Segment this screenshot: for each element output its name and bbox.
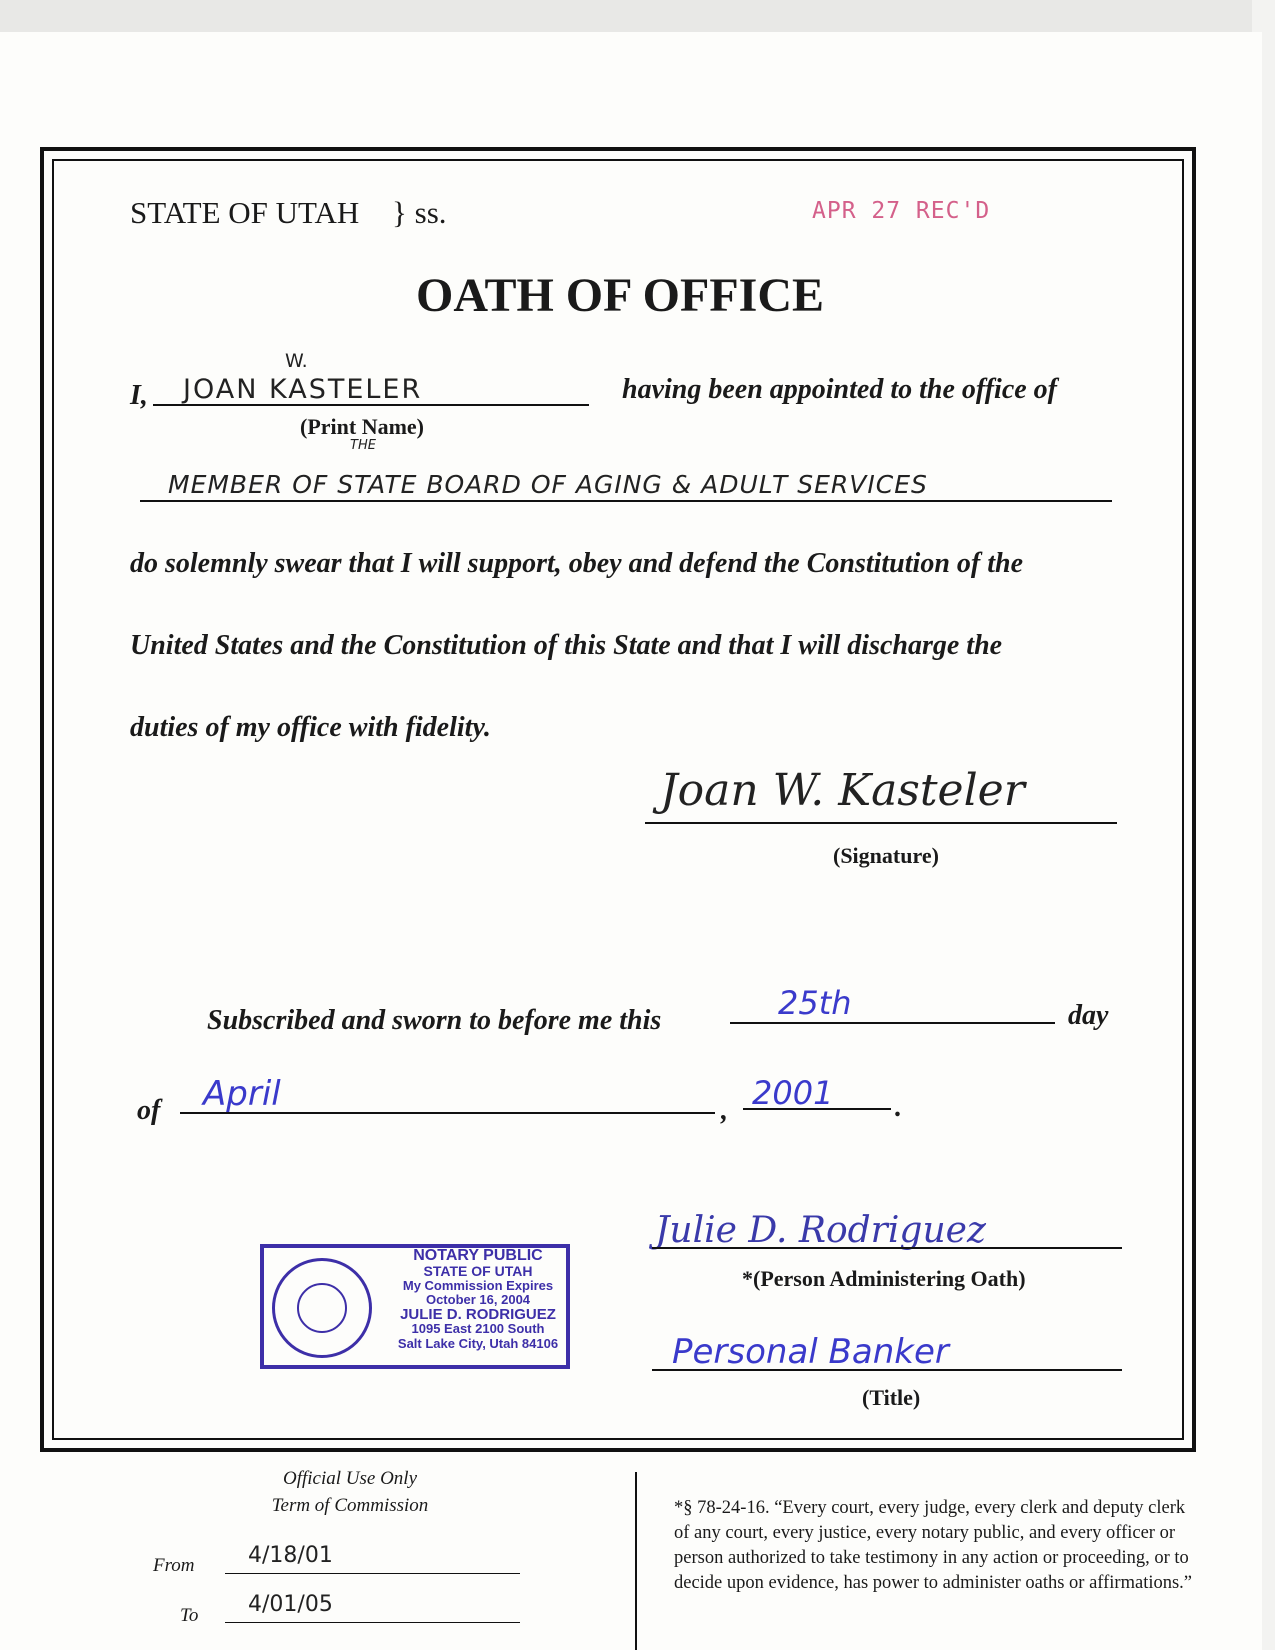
administrator-signature: Julie D. Rodriguez (655, 1210, 986, 1251)
day-label: day (1068, 1000, 1109, 1031)
document-title: OATH OF OFFICE (416, 269, 824, 322)
notary-line-3: My Commission Expires (402, 1277, 554, 1293)
to-value: 4/01/05 (248, 1592, 333, 1617)
handwritten-day: 25th (778, 984, 852, 1022)
handwritten-name: JOAN KASTELER (183, 374, 423, 405)
from-value: 4/18/01 (248, 1543, 333, 1568)
handwritten-signature: Joan W. Kasteler (660, 765, 1025, 816)
title-line (652, 1369, 1122, 1371)
oath-line-1: do solemnly swear that I will support, obey and defend the Constitution of the (130, 548, 1023, 579)
handwritten-month: April (203, 1074, 281, 1114)
oath-line-2: United States and the Constitution of this State and that I will discharge the (130, 630, 1003, 661)
office-line (140, 500, 1112, 502)
notary-line-7: Salt Lake City, Utah 84106 (397, 1335, 559, 1351)
signature-line (645, 822, 1117, 824)
from-label: From (153, 1555, 195, 1576)
notary-line-2: STATE OF UTAH (423, 1263, 533, 1279)
notary-line-5: JULIE D. RODRIGUEZ (400, 1305, 556, 1323)
received-stamp: APR 27 REC'D (812, 198, 991, 224)
month-comma: , (721, 1095, 728, 1126)
signature-caption: (Signature) (833, 843, 939, 868)
sworn-text: Subscribed and sworn to before me this (207, 1005, 662, 1036)
official-use-heading: Official Use Only (282, 1468, 418, 1489)
notary-line-1: NOTARY PUBLIC (413, 1247, 543, 1264)
handwritten-middle-initial: W. (285, 350, 308, 372)
name-prefix: I, (130, 380, 148, 411)
day-line (730, 1022, 1055, 1024)
of-label: of (137, 1095, 161, 1126)
notary-line-4: October 16, 2004 (425, 1292, 531, 1307)
handwritten-office: MEMBER OF STATE BOARD OF AGING & ADULT SERVICES (168, 470, 928, 499)
to-label: To (180, 1605, 199, 1626)
state-label: STATE OF UTAH (130, 195, 360, 230)
handwritten-the-insert: THE (350, 438, 376, 453)
oath-line-3: duties of my office with fidelity. (130, 712, 491, 743)
title-caption: (Title) (862, 1385, 921, 1410)
notary-stamp-text (388, 1248, 568, 1351)
handwritten-year: 2001 (752, 1074, 834, 1112)
print-name-caption: (Print Name) (300, 414, 425, 439)
handwritten-title: Personal Banker (672, 1332, 949, 1372)
administrator-caption: *(Person Administering Oath) (742, 1266, 1026, 1291)
state-seal-icon (272, 1258, 372, 1358)
year-period: . (895, 1092, 902, 1123)
administrator-line (652, 1247, 1122, 1249)
notary-line-6: 1095 East 2100 South (411, 1321, 545, 1336)
footer-divider (635, 1472, 637, 1650)
ss-label: } ss. (392, 195, 447, 230)
from-line (225, 1573, 520, 1574)
term-heading: Term of Commission (271, 1495, 429, 1516)
to-line (225, 1622, 520, 1623)
statute-note: *§ 78-24-16. “Every court, every judge, every clerk and deputy clerk of any court, every justice, every notary public, and every officer or person authorized to take testimony in any action or proceeding, or to decide upon evidence, has power to administer oaths or affirmations.” (674, 1498, 1193, 1593)
appointed-text: having been appointed to the office of (622, 374, 1057, 405)
